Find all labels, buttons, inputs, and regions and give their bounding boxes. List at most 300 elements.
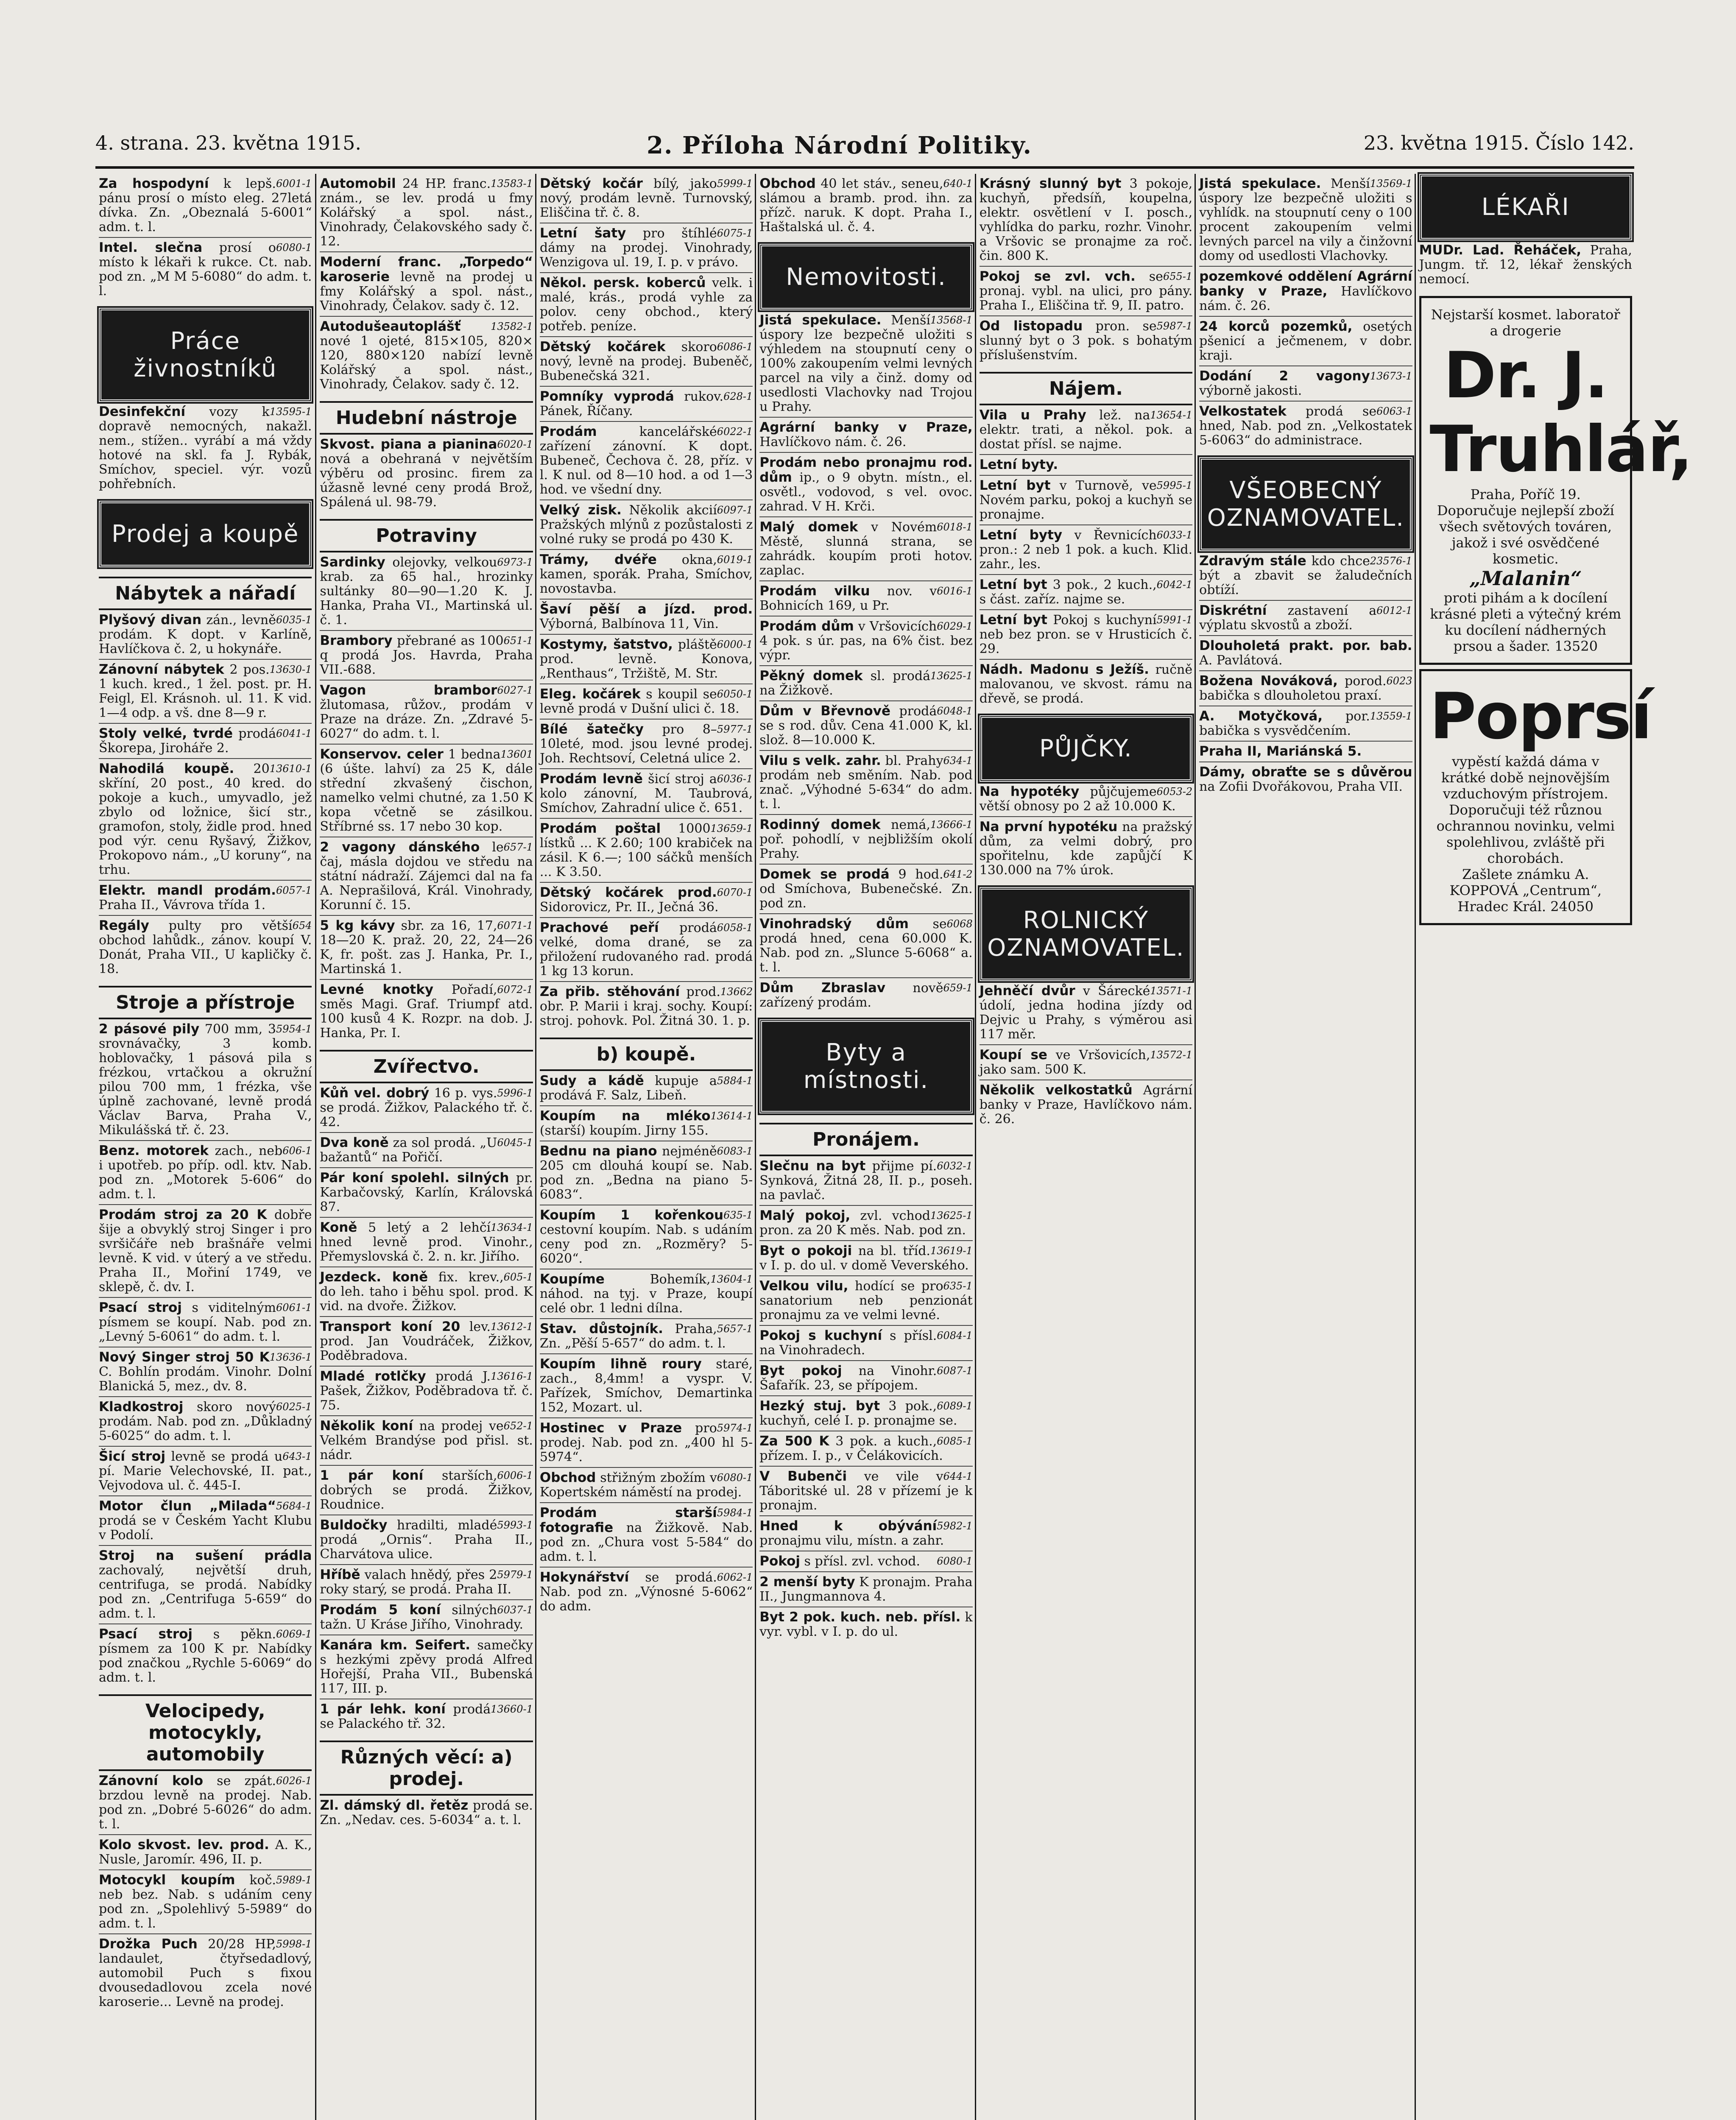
- classified-ad: [759, 417, 972, 449]
- classified-ad: [759, 1205, 972, 1238]
- ad-title: Prodám dům: [759, 619, 854, 634]
- ad-text: Agrární banky v Praze, Havlíčkovo nám. č. 26.: [979, 1083, 1193, 1127]
- section-heading: PŮJČKY.: [980, 715, 1192, 782]
- ad-number: 13662: [720, 986, 753, 998]
- ad-title: Pomníky vyprodá: [539, 389, 674, 404]
- ad-title: Byt pokoj: [759, 1363, 842, 1378]
- ad-title: Jehněčí dvůr: [979, 983, 1075, 999]
- ad-number: 6087-1: [937, 1365, 973, 1377]
- ad-text: staré, zach., 8,4mm! a vyspr. V. Pařízek, Smíchov, Demartinka 152, Mozart. ul.: [539, 1357, 753, 1415]
- ad-text: Pořadí, směs Magi. Graf. Triumpf atd. 100 kusů 4 K. Rozpr. na dob. J. Hanka, Pr. I.: [320, 982, 533, 1040]
- display-ad-sub: Praha, Poříč 19. Doporučuje nejlepší zboží všech světových továren, jakož i své osvědčené kosmetic.: [1437, 486, 1614, 567]
- ad-number: 606-1: [282, 1145, 312, 1157]
- ad-number: 6084-1: [937, 1330, 973, 1342]
- ad-title: Desinfekční: [99, 404, 186, 419]
- classified-ad: [540, 599, 753, 631]
- ad-text: prodá se Palackého tř. 32.: [320, 1702, 491, 1731]
- ad-section: [540, 1038, 753, 1614]
- ad-title: Letní byty: [979, 527, 1063, 543]
- classified-ad: [540, 176, 753, 220]
- ad-number: 13659-1: [710, 823, 753, 834]
- classified-ad: [320, 1798, 533, 1827]
- ad-number: 13616-1: [491, 1370, 533, 1382]
- ad-title: Stoly velké, tvrdé: [99, 726, 233, 741]
- ad-title: Autodušeautoplášť: [320, 319, 461, 334]
- classified-ad: [980, 659, 1192, 706]
- ad-title: Dodání 2 vagony: [1199, 368, 1370, 384]
- ad-number: 6001-1: [276, 178, 312, 190]
- ad-number: 6023: [1386, 675, 1412, 687]
- ad-text: Několik akcií Pražských mlýnů z pozůstalosti z volné ruky se prodá po 430 K.: [539, 503, 753, 547]
- ad-title: Hned k obývání: [759, 1518, 937, 1534]
- ad-title: Dlouholetá prakt. por. bab.: [1199, 638, 1412, 653]
- classified-ad: [99, 758, 312, 877]
- ad-number: 652-1: [503, 1420, 533, 1432]
- classified-ad: [99, 1869, 312, 1931]
- ad-number: 659-1: [943, 982, 973, 994]
- ad-text: A. Pavlátová.: [1199, 653, 1283, 668]
- ad-section: [320, 1741, 533, 1827]
- ad-title: Psací stroj: [99, 1626, 193, 1642]
- classified-ad: [980, 266, 1192, 313]
- classified-ad: [320, 251, 533, 313]
- classified-ad: [759, 977, 972, 1010]
- classified-ad: [540, 818, 753, 879]
- ad-number: 6019-1: [717, 554, 753, 566]
- ad-text: zachovalý, největší druh, centrifuga, se prodá. Nabídky pod zn. „Centrifuga 5-659“ do adm. t. l.: [99, 1563, 312, 1621]
- ad-text: 3 pok. a kuch., přízem. I. p., v Čelákovicích.: [759, 1434, 943, 1463]
- ad-title: Byt 2 pok. kuch. neb. přísl.: [759, 1610, 961, 1625]
- section-heading: Byty a místnosti.: [759, 1019, 972, 1113]
- ad-section: [320, 176, 533, 392]
- ad-title: Intel. slečna: [99, 240, 203, 255]
- ad-text: cestovní koupím. Nab. s udáním ceny pod zn. „Rozměry? 5-6020“.: [539, 1222, 753, 1266]
- classified-ad: [1199, 706, 1412, 738]
- ad-text: k vyr. vybl. v I. p. do ul.: [759, 1610, 973, 1639]
- ad-section: [99, 308, 312, 491]
- ad-text: C. Bohlín prodám. Vinohr. Dolní Blanická 5, mez., dv. 8.: [99, 1364, 312, 1394]
- ad-title: Vilu s velk. zahr.: [759, 753, 881, 768]
- ad-section: [99, 577, 312, 976]
- classified-ad: [540, 917, 753, 979]
- ad-number: 13604-1: [710, 1273, 753, 1285]
- ad-number: 6036-1: [717, 773, 753, 785]
- ad-title: Zánovní kolo: [99, 1773, 204, 1788]
- ad-section: [759, 1019, 972, 1113]
- ad-text: fix. krev., do leh. taho i běhu spol. prod. K vid. na dvoře. Žižkov.: [320, 1270, 533, 1314]
- ad-title: Jistá spekulace.: [759, 312, 882, 328]
- ad-text: pronajmu vilu, místn. a zahr.: [759, 1533, 944, 1548]
- ad-text: nemá, poř. pohodlí, v nejbližším okolí Prahy.: [759, 817, 973, 861]
- classified-ad: [759, 1395, 972, 1428]
- ad-title: Dva koně: [320, 1135, 389, 1150]
- ad-title: Motocykl koupím: [99, 1872, 235, 1888]
- ad-text: prodá J. Pašek, Žižkov, Poděbradova tř. č. 75.: [320, 1369, 533, 1413]
- ad-title: Dům v Břevnově: [759, 703, 890, 719]
- classified-ad: [540, 882, 753, 915]
- ad-text: pro 8–10leté, mod. jsou levné prodej. Joh. Rechtsoví, Celetná ulice 2.: [539, 722, 753, 766]
- classified-ad: [540, 1269, 753, 1316]
- classified-ad: [759, 1466, 972, 1513]
- ad-text: pro prodej. Nab. pod zn. „400 hl 5-5974“.: [539, 1421, 753, 1464]
- ad-title: Za přib. stěhování: [539, 984, 680, 999]
- ad-text: ip., o 9 obytn. místn., el. osvětl., vodovod, s vel. ovoc. zahrad. V H. Krči.: [759, 470, 973, 514]
- ad-number: 6027-1: [497, 684, 533, 696]
- ad-text: rukov. Pánek, Říčany.: [539, 389, 724, 418]
- ad-text: ručně malovanou, ve skvost. rámu na dřevě, se prodá.: [979, 662, 1193, 706]
- classified-ad: [99, 723, 312, 756]
- ad-text: se prodá. Nab. pod zn. „Výnosné 5-6062“ do adm.: [539, 1570, 753, 1614]
- ad-title: Obchod: [539, 1470, 596, 1485]
- ad-text: sbr. za 16, 17, 18—20 K. praž. 20, 22, 24—26 K, fr. pošt. zas J. Hanka, Pr. I., Martinská 1.: [320, 918, 533, 976]
- ad-text: Výborná, Balbínova 11, Vin.: [539, 616, 719, 631]
- ad-section: [1199, 176, 1412, 448]
- page-header: [95, 127, 1634, 165]
- column-3: [535, 174, 756, 2120]
- classified-ad: [980, 784, 1192, 814]
- section-heading: Prodej a koupě: [99, 501, 312, 567]
- ad-title: Diskrétní: [1199, 603, 1267, 618]
- classified-ad: [320, 1699, 533, 1731]
- display-ad-big: Poprsí: [1429, 680, 1652, 753]
- ad-title: Skvost. piana a pianina: [320, 437, 497, 452]
- ad-number: 5998-1: [276, 1938, 312, 1950]
- ad-text: zach., neb i upotřeb. po příp. odl. ktv. Nab. pod zn. „Motorek 5-606“ do adm. t. l.: [99, 1144, 312, 1202]
- classified-ad: [320, 555, 533, 628]
- ad-title: Hokynářství: [539, 1570, 629, 1585]
- classified-ad: [1199, 266, 1412, 313]
- classified-ad: [540, 386, 753, 418]
- classified-ad: [759, 1607, 972, 1639]
- section-heading: Zvířectvo.: [320, 1050, 533, 1083]
- classified-ad: [1199, 741, 1412, 759]
- ad-section: [320, 1050, 533, 1731]
- ad-number: 6973-1: [497, 556, 533, 568]
- classified-ad: [99, 237, 312, 298]
- ad-number: 6022-1: [717, 426, 753, 438]
- classified-ad: [99, 915, 312, 976]
- ad-number: 6068: [946, 918, 973, 930]
- ad-title: Někol. persk. koberců: [539, 275, 706, 290]
- ad-text: 3 pokoje, kuchyň, předsíň, koupelna, elektr. osvětlení v I. posch., vyhlídka do parku, rozhr. Vinohr. a Vršovic se pronajme za roč. čin. 800 K.: [979, 176, 1193, 263]
- classified-ad: [540, 1353, 753, 1415]
- classified-ad: [320, 1564, 533, 1597]
- ad-number: 13568-1: [930, 314, 973, 326]
- classified-ad: [99, 1022, 312, 1138]
- classified-ad: [99, 176, 312, 234]
- section-heading: Hudební nástroje: [320, 401, 533, 435]
- ad-title: Kanára km. Seifert.: [320, 1637, 470, 1653]
- ad-title: Prodám vilku: [759, 583, 870, 599]
- section-heading: Potraviny: [320, 519, 533, 552]
- ad-title: Agrární banky v Praze,: [759, 420, 973, 435]
- ad-title: MUDr. Lad. Řeháček,: [1419, 243, 1582, 258]
- ad-title: Transport koní 20: [320, 1319, 461, 1334]
- classified-ad: [759, 864, 972, 911]
- ad-title: Krásný slunný byt: [979, 176, 1122, 191]
- ad-title: Psací stroj: [99, 1300, 182, 1315]
- ad-text: s viditelným písmem se koupí. Nab. pod zn. „Levný 5-6061“ do adm. t. l.: [99, 1300, 312, 1344]
- ad-text: zastavení a výplatu skvostů a zboží.: [1199, 603, 1377, 633]
- classified-ad: [99, 1834, 312, 1867]
- ad-text: velk. i malé, krás., prodá vyhle za polov. ceny obchod., který potřeb. peníze.: [539, 276, 753, 334]
- classified-ad: [320, 1217, 533, 1264]
- display-ad-tail: proti pihám a k docílení krásné pleti a výtečný krém ku docílení nádherných prsou a šader. 13520: [1430, 590, 1622, 654]
- ad-number: 13582-1: [491, 321, 533, 332]
- column-2: [315, 174, 536, 2120]
- ad-number: 6033-1: [1156, 529, 1193, 541]
- ad-number: 628-1: [723, 391, 753, 402]
- ad-number: 13601: [500, 748, 533, 760]
- classified-ad: [1199, 365, 1412, 398]
- ad-title: Pár koní spolehl. silných: [320, 1170, 509, 1186]
- classified-ad: [540, 683, 753, 716]
- ad-text: se pronaj. vybl. na ulici, pro pány. Praha I., Eliščina tř. 9, II. patro.: [979, 269, 1193, 313]
- ad-text: koč. neb bez. Nab. s udáním ceny pod zn. „Spolehlivý 5-5989“ do adm. t. l.: [99, 1873, 312, 1931]
- ad-title: Drožka Puch: [99, 1936, 198, 1952]
- ad-text: na Žižkově. Nab. pod zn. „Chura vost 5-584“ do adm. t. l.: [539, 1520, 753, 1564]
- ad-section: [980, 887, 1192, 1127]
- ad-title: Prodám: [539, 424, 597, 439]
- classified-ad: [759, 1360, 972, 1393]
- ad-title: Obchod: [759, 176, 816, 191]
- ad-title: Vila u Prahy: [979, 407, 1086, 423]
- ad-section: [759, 176, 972, 234]
- section-heading: VŠEOBECNÝ OZNAMOVATEL.: [1199, 457, 1412, 551]
- ad-title: Letní byty.: [979, 457, 1058, 472]
- ad-number: 6071-1: [497, 920, 533, 932]
- ad-number: 5989-1: [276, 1874, 312, 1886]
- ad-text: prodá se v Českém Yacht Klubu v Podolí.: [99, 1513, 312, 1543]
- ad-number: 651-1: [503, 635, 533, 647]
- ad-title: Od listopadu: [979, 318, 1083, 334]
- ad-title: Buldočky: [320, 1517, 388, 1533]
- ad-number: 6035-1: [276, 614, 312, 626]
- ad-title: 24 korců pozemků,: [1199, 319, 1353, 334]
- ad-title: Nový Singer stroj 50 K: [99, 1350, 270, 1365]
- ad-number: 640-1: [943, 178, 973, 190]
- ad-text: šicí stroj a kolo zánovní, M. Taubrová, Smíchov, Zahradní ulice č. 651.: [539, 772, 753, 815]
- ad-text: ve Vršovicích, jako sam. 500 K.: [979, 1048, 1150, 1077]
- columns-area: [95, 174, 1692, 2120]
- ad-number: 6061-1: [276, 1302, 312, 1314]
- ad-title: Kostymy, šatstvo,: [539, 637, 673, 652]
- ad-number: 13571-1: [1150, 985, 1193, 997]
- ad-title: Domek se prodá: [759, 867, 890, 882]
- ad-text: s přísl. zvl. vchod.: [800, 1554, 920, 1569]
- ad-number: 5999-1: [717, 178, 753, 190]
- ad-title: Prodám starší fotografie: [539, 1505, 717, 1535]
- ad-text: bl. Prahy prodám neb směním. Nab. pod znač. „Výhodné 5-634“ do adm. t. l.: [759, 753, 973, 812]
- ad-title: Kůň vel. dobrý: [320, 1085, 430, 1101]
- classified-ad: [1199, 401, 1412, 448]
- ad-number: 13634-1: [491, 1222, 533, 1233]
- display-ad: [1419, 669, 1652, 925]
- ad-number: 5996-1: [497, 1087, 533, 1099]
- classified-ad: [99, 1446, 312, 1493]
- ad-text: nejméně 205 cm dlouhá koupí se. Nab. pod zn. „Bedna na piano 5-6083“.: [539, 1144, 753, 1202]
- classified-ad: [759, 1431, 972, 1463]
- ad-text: prod. obr. P. Marii i kraj. sochy. Koupí: stroj. pohovk. Pol. Žitná 30. 1. p.: [539, 985, 753, 1028]
- classified-ad: [320, 1132, 533, 1165]
- ad-title: Pokoj se zvl. vch.: [979, 269, 1136, 284]
- ad-title: 1 pár lehk. koní: [320, 1702, 446, 1717]
- classified-ad: [540, 1417, 753, 1464]
- ad-number: 13569-1: [1370, 178, 1412, 190]
- classified-ad: [320, 979, 533, 1040]
- ad-number: 6032-1: [937, 1160, 973, 1172]
- classified-ad: [320, 1635, 533, 1696]
- classified-ad: [759, 1515, 972, 1548]
- ad-title: Nahodilá koupě.: [99, 761, 234, 776]
- ad-text: Praha, Zn. „Pěší 5-657“ do adm. t. l.: [539, 1322, 726, 1351]
- classified-ad: [980, 816, 1192, 878]
- classified-ad: [320, 1465, 533, 1512]
- ad-number: 13595-1: [269, 406, 312, 418]
- classified-ad: [1419, 243, 1632, 287]
- ad-text: 9 hod. od Smíchova, Bubenečské. Zn. pod zn.: [759, 867, 973, 911]
- ad-number: 6070-1: [717, 887, 753, 898]
- classified-ad: [320, 837, 533, 912]
- ad-title: 2 menší byty: [759, 1574, 855, 1590]
- classified-ad: [1199, 600, 1412, 633]
- ad-text: silných tažn. U Kráse Jiřího, Vinohrady.: [320, 1603, 524, 1632]
- ad-text: 40 let stáv., seneu, slámou a bramb. prod. ihn. za přízč. naruk. K dopt. Praha I., Haštalská ul. č. 4.: [759, 176, 973, 234]
- ad-text: 3 pok., 2 kuch., s část. zaříz. najme se.: [979, 577, 1157, 607]
- classified-ad: [759, 616, 972, 663]
- ad-number: 6062-1: [717, 1571, 753, 1583]
- header-left: 4. strana. 23. května 1915.: [95, 131, 362, 154]
- ad-text: Praha, Jungm. tř. 12, lékař ženských nemocí.: [1419, 243, 1632, 287]
- ad-text: 1000 lístků ... K 2.60; 100 krabiček na zásil. K 6.—; 100 sáčků menších ... K 3.50.: [539, 821, 753, 879]
- classified-ad: [540, 1567, 753, 1614]
- ad-title: Pěkný domek: [759, 668, 863, 683]
- classified-ad: [759, 1159, 972, 1202]
- ad-title: Zánovní nábytek: [99, 662, 224, 677]
- ad-text: Havlíčkovo nám. č. 26.: [759, 435, 907, 449]
- section-heading: b) koupě.: [540, 1038, 753, 1071]
- ad-number: 23576-1: [1370, 555, 1412, 567]
- ad-text: žlutomasa, růžov., prodám v Praze na dráze. Zn. „Zdravé 5-6027“ do adm. t. l.: [320, 697, 533, 741]
- ad-text: nov. v Bohnicích 169, u Pr.: [759, 584, 937, 613]
- classified-ad: [540, 1105, 753, 1138]
- ad-text: Menší úspory lze bezpečně uložiti s vyhlídk. na stoupnutí ceny o 100 procent zakoupením velmi levných parcel na vily a činžovní domy od usedlosti Vlachovky.: [1199, 176, 1412, 263]
- ad-number: 5991-1: [1156, 614, 1193, 626]
- ad-title: Zdravým stále: [1199, 553, 1306, 569]
- ad-number: 6086-1: [717, 341, 753, 353]
- classified-ad: [540, 336, 753, 383]
- ad-title: Stav. důstojník.: [539, 1321, 663, 1336]
- ad-title: Prodám stroj za 20 K: [99, 1207, 267, 1222]
- ad-title: Benz. motorek: [99, 1143, 209, 1158]
- classified-ad: [980, 574, 1192, 607]
- ad-number: 6085-1: [937, 1435, 973, 1447]
- ad-title: Na první hypotéku: [979, 819, 1118, 834]
- ad-number: 13630-1: [269, 664, 312, 675]
- classified-ad: [980, 408, 1192, 452]
- ad-text: osetých pšenicí a ječmenem, v dobr. kraji.: [1199, 319, 1412, 363]
- ad-title: Koupí se: [979, 1047, 1047, 1063]
- ad-text: pulty pro větší obchod lahůdk., zánov. koupí V. Donát, Praha VII., U kapličky č. 18.: [99, 918, 312, 976]
- ad-title: 2 vagony dánského: [320, 840, 480, 855]
- classified-ad: [540, 1205, 753, 1266]
- ad-number: 13583-1: [491, 178, 533, 190]
- classified-ad: [320, 1415, 533, 1462]
- ad-title: Božena Nováková,: [1199, 673, 1338, 689]
- ad-text: 2 pos. 1 kuch. kred., 1 žel. post. pr. H. Feigl, El. Krásnoh. ul. 11. K vid. 1—4 odp. a vš. dne 8—9 r.: [99, 662, 312, 720]
- ad-text: Pokoj s kuchyní neb bez pron. se v Hrusticích č. 29.: [979, 613, 1193, 656]
- ad-section: [99, 1694, 312, 2009]
- ad-section: [99, 176, 312, 298]
- ad-number: 6072-1: [497, 984, 533, 996]
- ad-text: přijme pí. Synková, Žitná 28, II. p., poseh. na pavlač.: [759, 1159, 973, 1202]
- ad-number: 605-1: [503, 1271, 533, 1283]
- ad-text: střižným zbožím v Kopertském náměstí na prodej.: [539, 1470, 742, 1500]
- classified-ad: [99, 1347, 312, 1394]
- ad-number: 13619-1: [930, 1245, 973, 1257]
- ad-title: Letní šaty: [539, 226, 626, 241]
- classified-ad: [980, 1044, 1192, 1077]
- ad-title: Brambory: [320, 633, 393, 648]
- ad-text: vozy k dopravě nemocných, nakažl. nem., stížen.. vyrábí a má vždy hotové na skl. fa J. Rybák, Smíchov, speciel. výr. vozů pohřebních.: [99, 404, 312, 491]
- classified-ad: [540, 1141, 753, 1202]
- ad-title: Prodám poštal: [539, 821, 661, 836]
- ad-text: s koupil se levně prodá v Dušní ulici č. 18.: [539, 687, 740, 716]
- column-4: [755, 174, 976, 2120]
- classified-ad: [99, 1204, 312, 1294]
- ad-title: Vagon brambor: [320, 683, 497, 698]
- classified-ad: [980, 609, 1192, 656]
- classified-ad: [320, 176, 533, 249]
- display-ad: [1419, 296, 1692, 665]
- classified-ad: [1199, 316, 1412, 363]
- section-heading: Pronájem.: [759, 1123, 972, 1156]
- classified-ad: [759, 1571, 972, 1604]
- ad-title: Malý domek: [759, 519, 858, 535]
- ad-number: 6037-1: [497, 1604, 533, 1616]
- ad-number: 6045-1: [497, 1137, 533, 1149]
- ad-section: [980, 715, 1192, 878]
- ad-title: Nádh. Madonu s Ježíš.: [979, 662, 1149, 677]
- ad-number: 6026-1: [276, 1775, 312, 1787]
- ad-title: Prodám levně: [539, 771, 643, 787]
- ad-text: lev. prod. Jan Voudráček, Žižkov, Poděbradova.: [320, 1319, 533, 1363]
- ad-text: pro štíhlé dámy na prodej. Vinohrady, Wenzigova ul. 19, I. p. v právo.: [539, 226, 753, 270]
- ad-number: 5977-1: [717, 723, 753, 735]
- ad-title: Prodám nebo pronajmu rod. dům: [759, 455, 973, 485]
- ad-number: 5657-1: [717, 1323, 753, 1335]
- ad-title: pozemkové oddělení Agrární banky v Praze,: [1199, 269, 1412, 299]
- classified-ad: [99, 404, 312, 491]
- classified-ad: [320, 316, 533, 392]
- ad-title: Hříbě: [320, 1567, 360, 1582]
- classified-ad: [540, 981, 753, 1028]
- ad-title: Zl. dámský dl. řetěz: [320, 1798, 469, 1813]
- ad-number: 6050-1: [717, 688, 753, 700]
- ad-number: 13625-1: [930, 670, 973, 682]
- column-5: [975, 174, 1196, 2120]
- ad-title: V Bubenči: [759, 1469, 847, 1484]
- section-heading: Nábytek a nářadí: [99, 577, 312, 610]
- ad-title: Koně: [320, 1220, 357, 1235]
- classified-ad: [759, 913, 972, 975]
- ad-title: Hostinec v Praze: [539, 1420, 682, 1436]
- classified-ad: [540, 272, 753, 334]
- ad-number: 5979-1: [497, 1569, 533, 1581]
- header-right: 23. května 1915. Číslo 142.: [1363, 131, 1634, 154]
- ad-number: 6048-1: [937, 705, 973, 717]
- ad-title: Motor člun „Milada“: [99, 1498, 276, 1514]
